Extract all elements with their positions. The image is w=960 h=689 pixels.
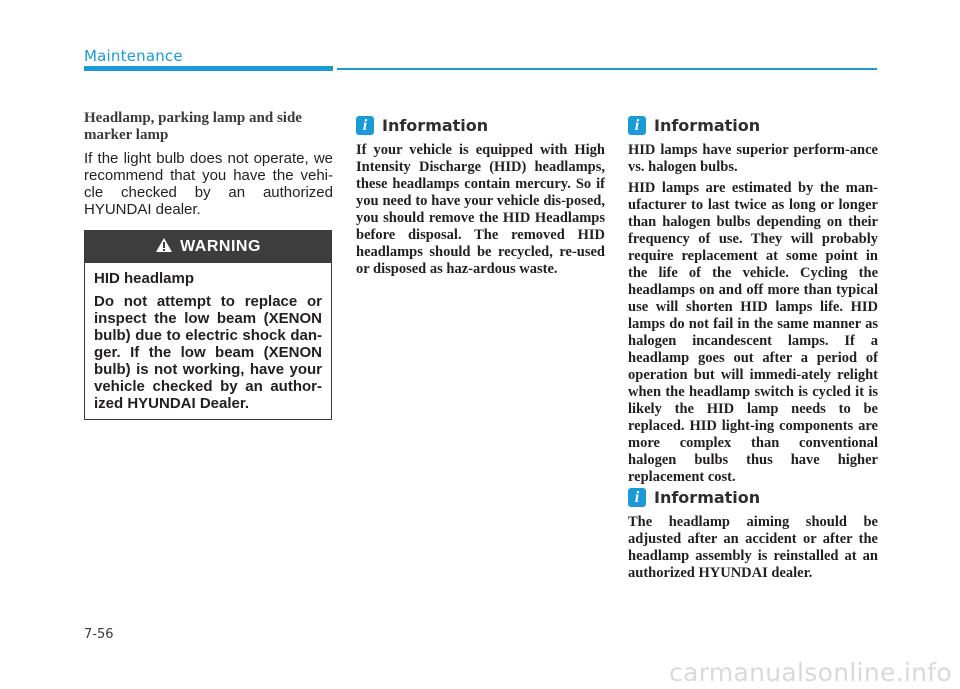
info-text-hid-performance: HID lamps have superior perform-ance vs. halogen bulbs.: [628, 142, 878, 175]
header-rule-thick: [84, 66, 333, 71]
header-rule-thin: [337, 68, 877, 70]
info-icon: i: [356, 116, 374, 135]
warning-box: [84, 230, 332, 420]
warning-content: [85, 263, 331, 412]
warning-text: Do not attempt to replace or inspect the low beam (XENON bulb) due to electric shock dan-ger. If the low beam (XENON bulb) is not working, have your vehicle checked by an author-ized HYUNDAI Dealer.: [94, 293, 322, 412]
info-label: Information: [382, 116, 489, 135]
section-title: Maintenance: [84, 47, 183, 65]
warning-header: [85, 231, 331, 263]
info-icon: i: [628, 488, 646, 507]
info-icon: i: [628, 116, 646, 135]
info-heading-aiming: [628, 488, 760, 507]
headlamp-subheading: Headlamp, parking lamp and side marker lamp: [84, 110, 302, 143]
warning-title: HID headlamp: [94, 270, 195, 287]
watermark: carmanualsonline.info: [669, 658, 952, 687]
info-heading-mercury: [356, 116, 488, 135]
info-heading-hid-performance: [628, 116, 760, 135]
info-text-hid-lifespan: HID lamps are estimated by the man-ufacturer to last twice as long or longer than halogen bulbs depending on their frequency of use. They will probably require replacement at some point in the life of the vehicle. Cycling the headlamps on and off more than typical use will shorten HID lamps life. HID lamps do not fail in the same manner as halogen incandescent lamps. If a headlamp goes out after a period of operation but will immedi-ately relight when the headlamp switch is cycled it is likely the HID lamp needs to be replaced. HID light-ing components are more complex than conventional halogen bulbs thus have higher replacement cost.: [628, 180, 878, 485]
warning-triangle-icon: [155, 237, 173, 258]
page-number: 7-56: [84, 627, 114, 642]
info-label: Information: [654, 488, 761, 507]
warning-label: WARNING: [180, 238, 261, 255]
info-text-aiming: The headlamp aiming should be adjusted after an accident or after the headlamp assembly is reinstalled at an authorized HYUNDAI dealer.: [628, 514, 878, 581]
info-text-mercury: If your vehicle is equipped with High Intensity Discharge (HID) headlamps, these headlamps contain mercury. So if you need to have your vehicle dis-posed, you should remove the HID Headlamps before disposal. The removed HID headlamps should be recycled, re-used or disposed as haz-ardous waste.: [356, 142, 605, 277]
bulb-recommendation-text: If the light bulb does not operate, we recommend that you have the vehi-cle checked by an authorized HYUNDAI dealer.: [84, 150, 333, 218]
info-label: Information: [654, 116, 761, 135]
